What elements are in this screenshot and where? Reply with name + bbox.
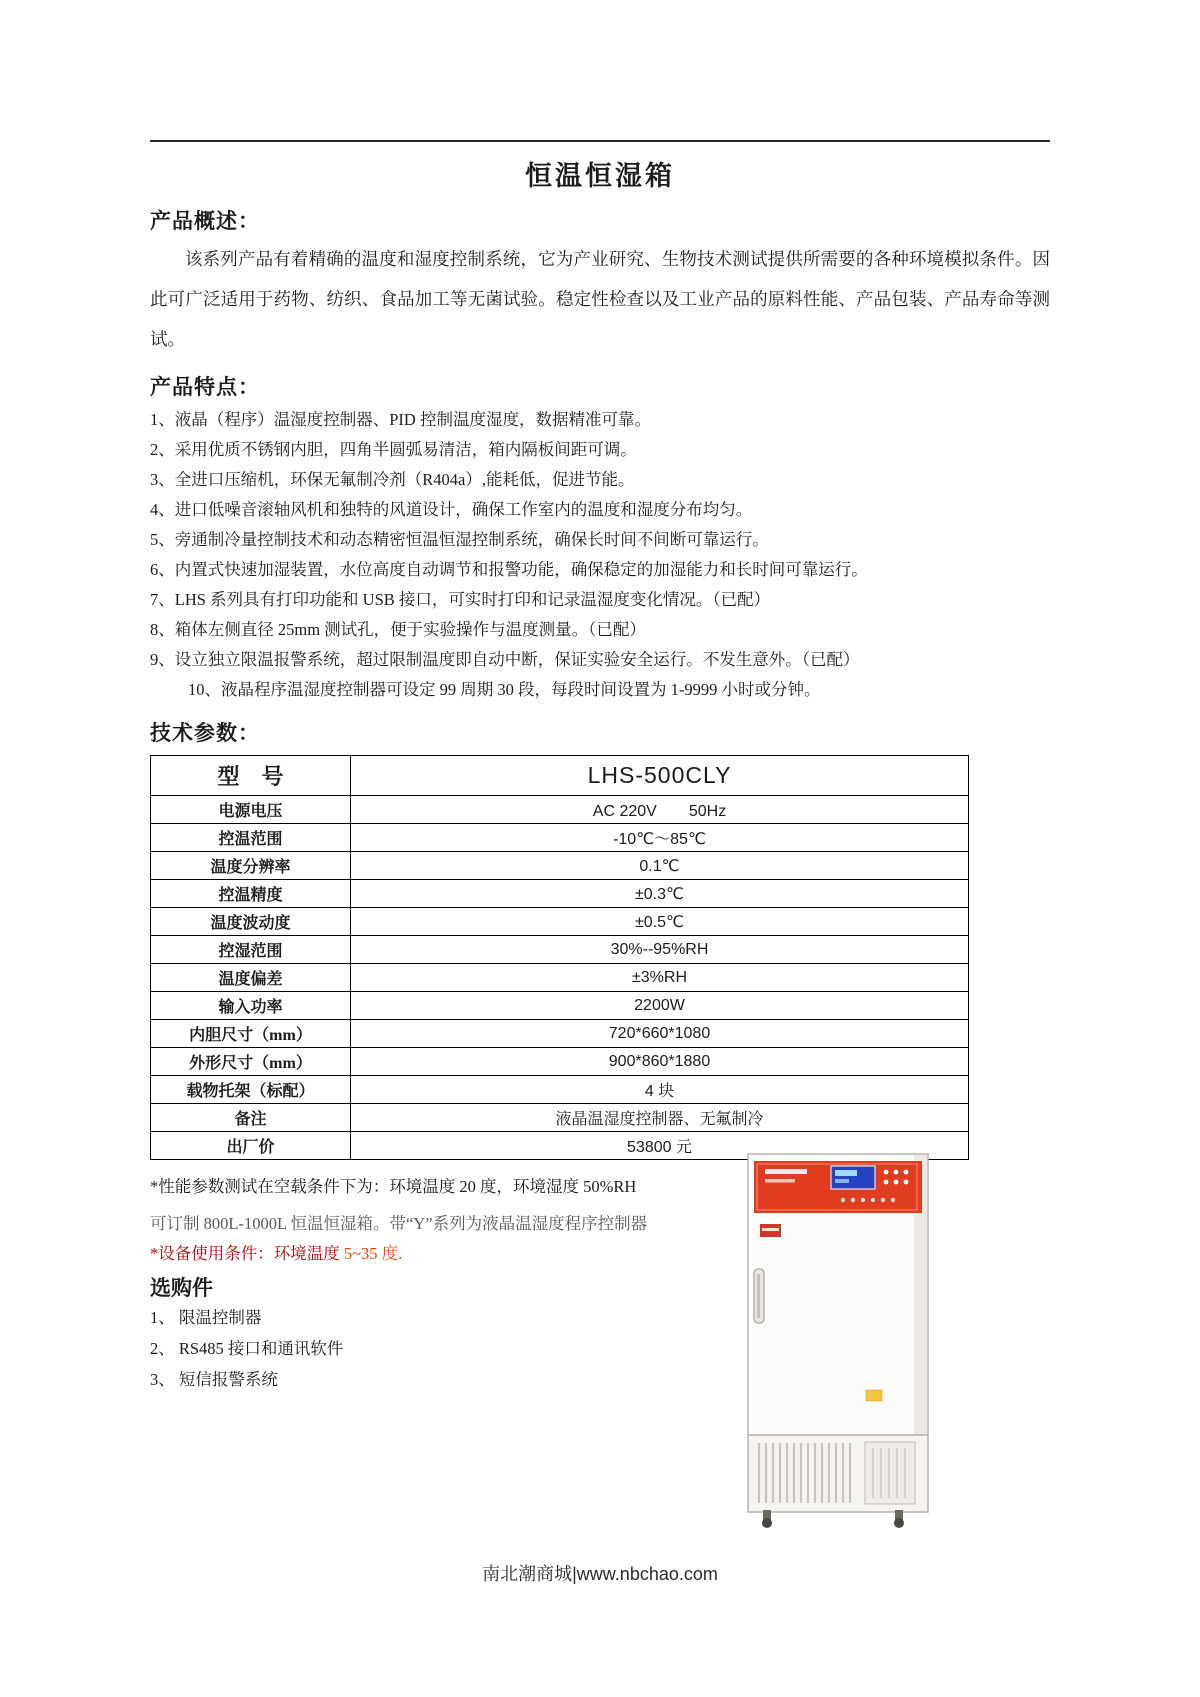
header-divider xyxy=(150,140,1050,142)
feature-item-6: 6、内置式快速加湿装置，水位高度自动调节和报警功能，确保稳定的加湿能力和长时间可靠运行。 xyxy=(150,560,868,579)
feature-item-7: 7、LHS 系列具有打印功能和 USB 接口，可实时打印和记录温湿度变化情况。（已配） xyxy=(150,590,771,609)
product-image xyxy=(745,1152,935,1532)
spec-value-cell: 2200W xyxy=(351,992,969,1020)
note-conditions-text: *设备使用条件：环境温度 xyxy=(150,1244,344,1263)
spec-row-power xyxy=(151,992,969,1020)
options-heading: 选购件 xyxy=(150,1276,213,1300)
spec-label-cell: 载物托架（标配） xyxy=(151,1076,351,1104)
features-heading: 产品特点： xyxy=(150,375,260,399)
spec-label-cell: 电源电压 xyxy=(151,796,351,824)
spec-value-cell: 30%--95%RH xyxy=(351,936,969,964)
spec-label-cell: 温度波动度 xyxy=(151,908,351,936)
feature-item-3: 3、全进口压缩机，环保无氟制冷剂（R404a）,能耗低，促进节能。 xyxy=(150,470,635,489)
spec-label-cell: 输入功率 xyxy=(151,992,351,1020)
spec-row-accuracy xyxy=(151,880,969,908)
specs-table xyxy=(150,755,969,1160)
spec-label-cell: 温度分辨率 xyxy=(151,852,351,880)
spec-label-cell: 控温精度 xyxy=(151,880,351,908)
spec-label-cell: 控温范围 xyxy=(151,824,351,852)
spec-row-shelves xyxy=(151,1076,969,1104)
feature-item-8: 8、箱体左侧直径 25mm 测试孔，便于实验操作与温度测量。（已配） xyxy=(150,620,646,639)
spec-label-cell: 控湿范围 xyxy=(151,936,351,964)
spec-row-humidity-range xyxy=(151,936,969,964)
spec-row-model xyxy=(151,756,969,796)
overview-heading: 产品概述： xyxy=(150,209,260,233)
note-custom: 可订制 800L-1000L 恒温恒湿箱。带“Y”系列为液晶温湿度程序控制器 xyxy=(150,1214,648,1233)
spec-value-cell: 4 块 xyxy=(351,1076,969,1104)
spec-row-fluctuation xyxy=(151,908,969,936)
lcd-display xyxy=(831,1166,875,1189)
note-conditions-value: 5~35 度. xyxy=(343,1244,403,1263)
option-item-1: 1、 限温控制器 xyxy=(150,1308,262,1327)
spec-value-cell: 900*860*1880 xyxy=(351,1048,969,1076)
overview-paragraph: 该系列产品有着精确的温度和湿度控制系统，它为产业研究、生物技术测试提供所需要的各种环境模拟条件。因此可广泛适用于药物、纺织、食品加工等无菌试验。稳定性检查以及工业产品的原料性能、产品包装、产品寿命等测试。 xyxy=(150,249,1050,349)
spec-label-cell: 出厂价 xyxy=(151,1132,351,1160)
door-handle xyxy=(754,1269,764,1323)
spec-row-inner-size xyxy=(151,1020,969,1048)
specs-heading: 技术参数： xyxy=(150,721,260,745)
spec-row-voltage xyxy=(151,796,969,824)
footer-text: 南北潮商城|www.nbchao.com xyxy=(482,1564,718,1584)
spec-label-cell: 型 号 xyxy=(151,756,351,796)
spec-label-cell: 备注 xyxy=(151,1104,351,1132)
brand-sticker xyxy=(760,1224,781,1237)
feature-item-10: 10、液晶程序温湿度控制器可设定 99 周期 30 段，每段时间设置为 1-9999 小时或分钟。 xyxy=(188,680,821,699)
spec-value-cell: ±0.5℃ xyxy=(351,908,969,936)
page-title: 恒温恒湿箱 xyxy=(525,161,675,191)
spec-value-cell: 0.1℃ xyxy=(351,852,969,880)
option-item-2: 2、 RS485 接口和通讯软件 xyxy=(150,1339,344,1358)
spec-row-outer-size xyxy=(151,1048,969,1076)
spec-value-cell: 53800 元 xyxy=(351,1132,969,1160)
spec-row-temp-range xyxy=(151,824,969,852)
spec-label-cell: 温度偏差 xyxy=(151,964,351,992)
spec-value-cell: -10℃～85℃ xyxy=(351,824,969,852)
note-conditions xyxy=(150,1240,750,1264)
feature-item-2: 2、采用优质不锈钢内胆，四角半圆弧易清洁，箱内隔板间距可调。 xyxy=(150,440,637,459)
spec-value-cell: 720*660*1080 xyxy=(351,1020,969,1048)
spec-row-remark xyxy=(151,1104,969,1132)
feature-list xyxy=(150,405,1050,705)
feature-item-4: 4、进口低噪音滚轴风机和独特的风道设计，确保工作室内的温度和湿度分布均匀。 xyxy=(150,500,753,519)
option-item-3: 3、 短信报警系统 xyxy=(150,1370,278,1389)
compressor-unit xyxy=(748,1435,928,1512)
spec-value-cell: ±0.3℃ xyxy=(351,880,969,908)
spec-value-cell: AC 220V 50Hz xyxy=(351,796,969,824)
note-performance: *性能参数测试在空载条件下为：环境温度 20 度，环境湿度 50%RH xyxy=(150,1177,637,1196)
spec-label-cell: 内胆尺寸（mm） xyxy=(151,1020,351,1048)
spec-value-cell: 液晶温湿度控制器、无氟制冷 xyxy=(351,1104,969,1132)
spec-value-cell: ±3%RH xyxy=(351,964,969,992)
spec-row-resolution xyxy=(151,852,969,880)
spec-row-deviation xyxy=(151,964,969,992)
spec-label-cell: 外形尺寸（mm） xyxy=(151,1048,351,1076)
spec-value-cell: LHS-500CLY xyxy=(351,756,969,796)
warning-sticker xyxy=(866,1390,882,1401)
feature-item-1: 1、液晶（程序）温湿度控制器、PID 控制温度湿度，数据精准可靠。 xyxy=(150,410,651,429)
feature-item-5: 5、旁通制冷量控制技术和动态精密恒温恒湿控制系统，确保长时间不间断可靠运行。 xyxy=(150,530,769,549)
feature-item-9: 9、设立独立限温报警系统，超过限制温度即自动中断，保证实验安全运行。不发生意外。（已配） xyxy=(150,650,860,669)
